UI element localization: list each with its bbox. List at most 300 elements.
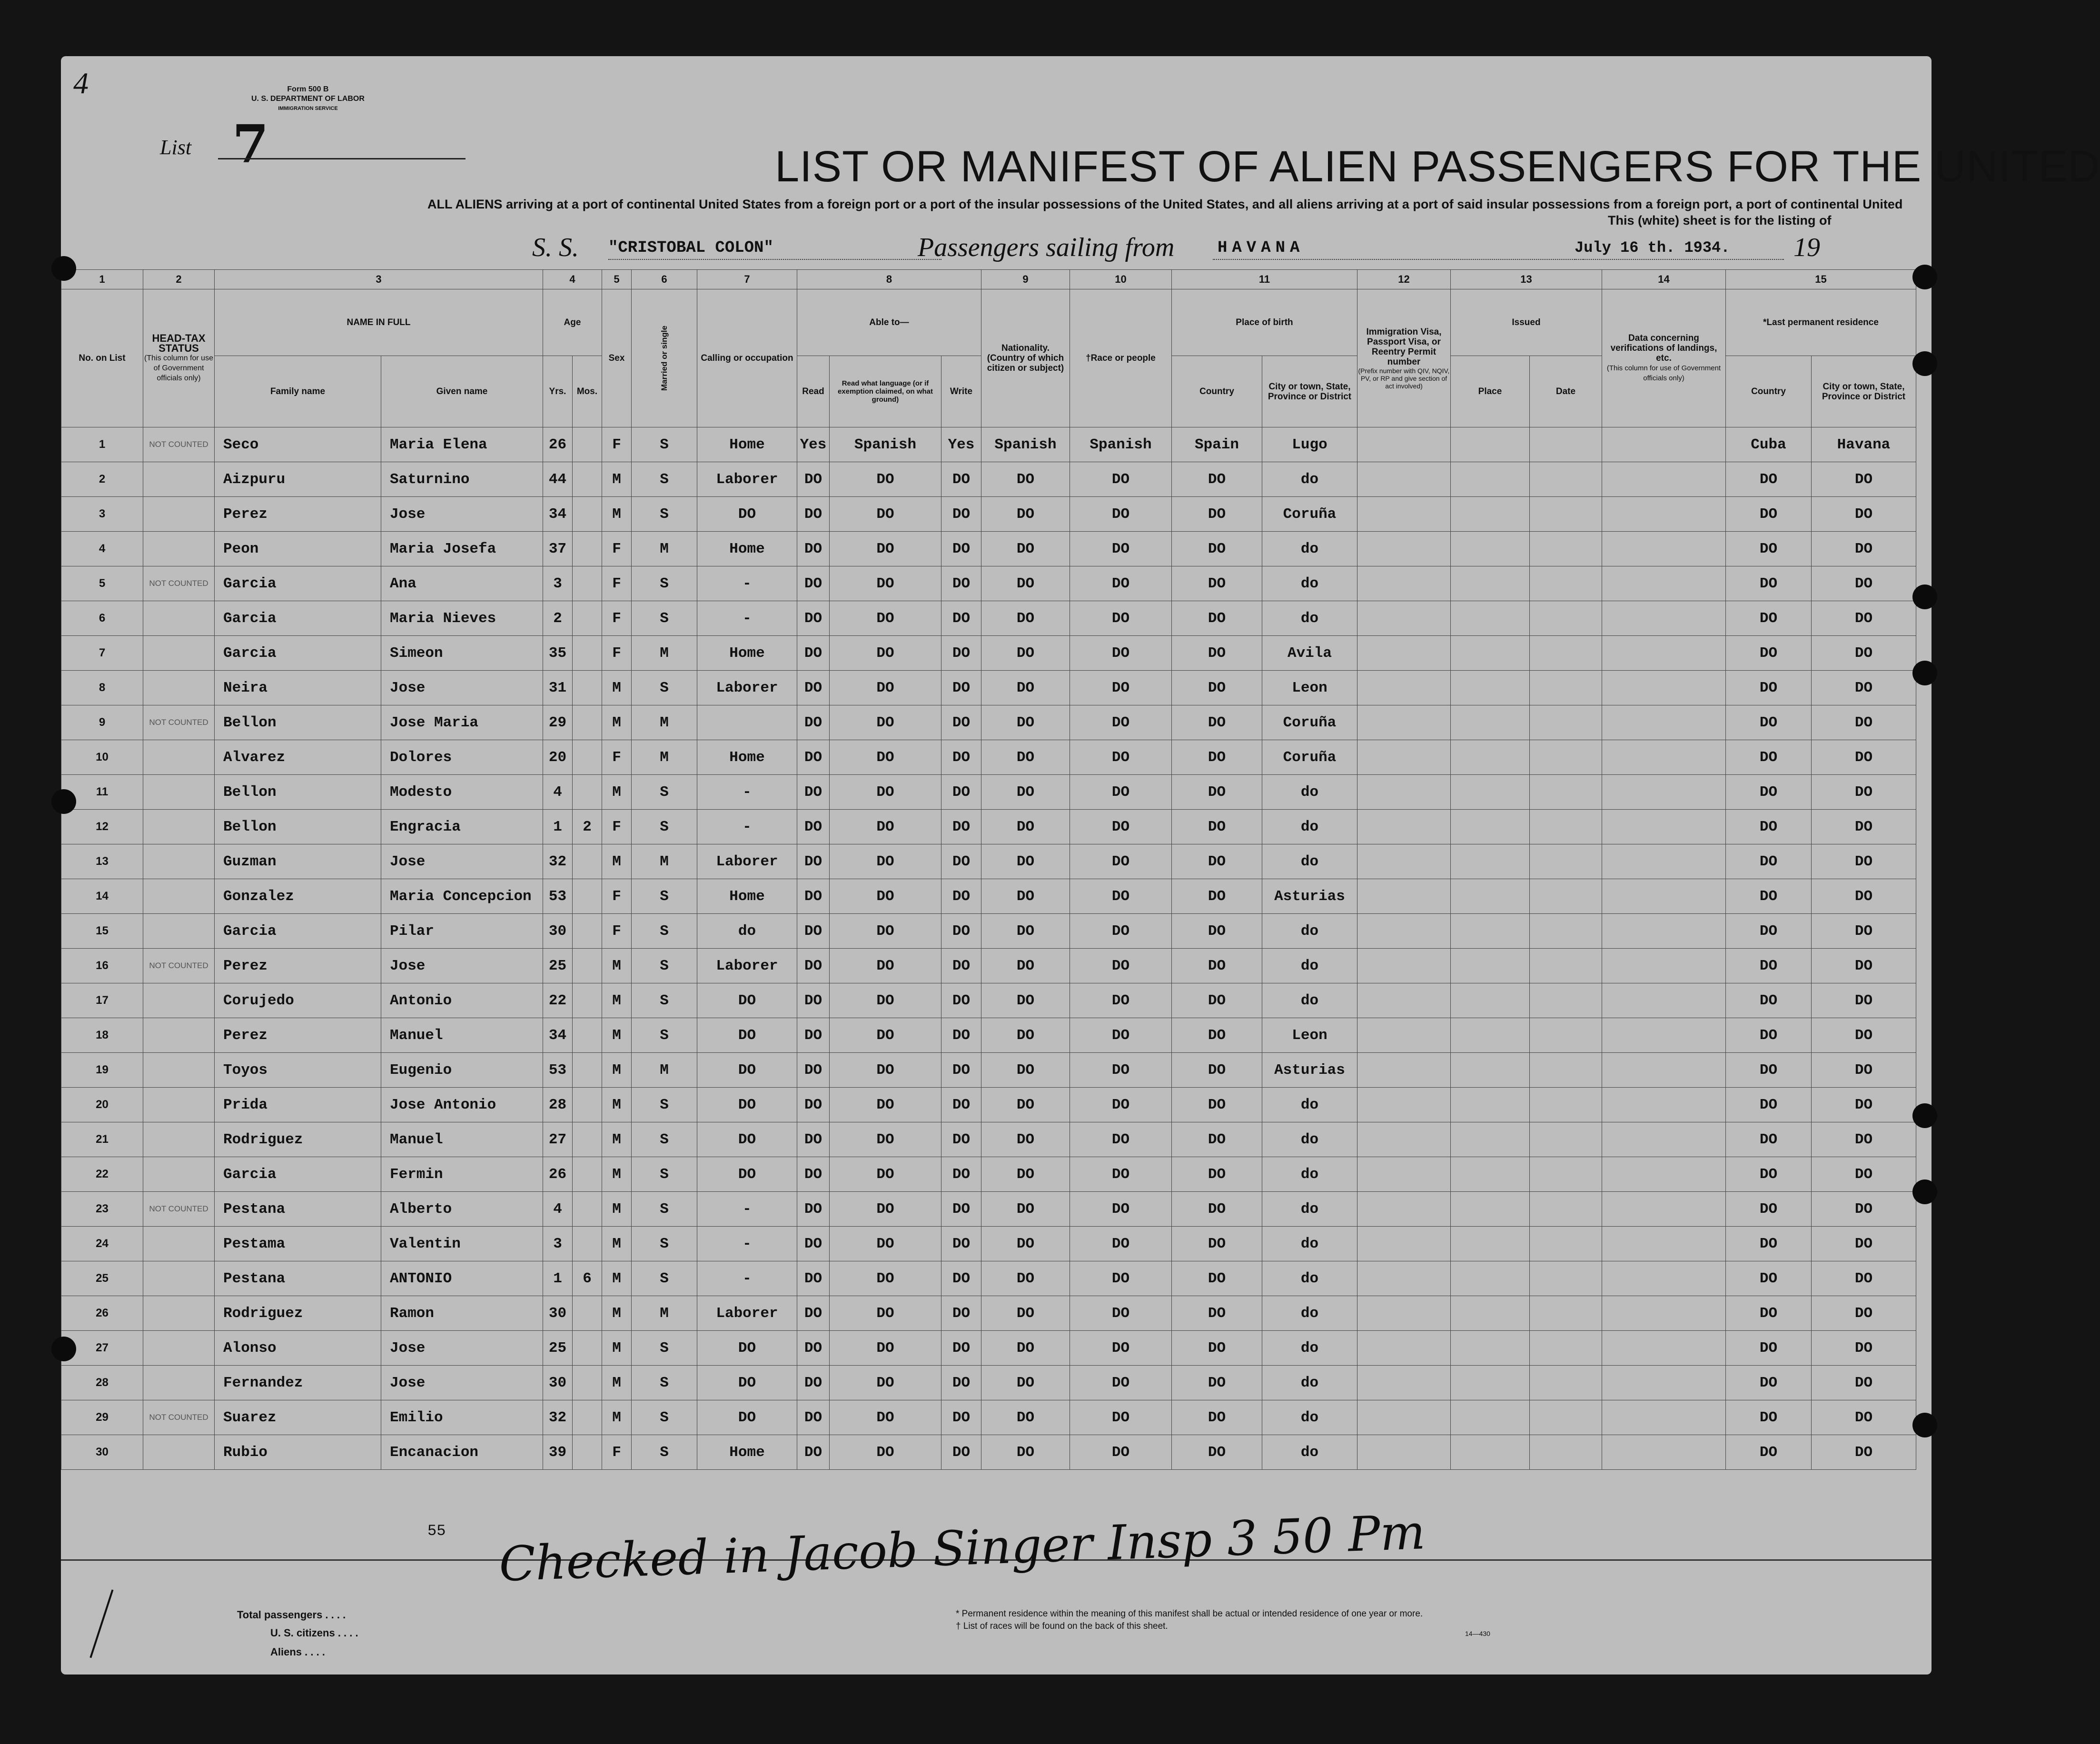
cell-sex: M <box>602 1053 632 1088</box>
cell-ms: S <box>632 671 697 705</box>
cell-race: DO <box>1070 1053 1171 1088</box>
cell-sex: F <box>602 427 632 462</box>
cell-write: DO <box>941 844 981 879</box>
checked-in-signature: Checked in Jacob Singer Insp 3 50 Pm <box>498 1504 1426 1592</box>
able-to-header: Able to— <box>797 289 981 356</box>
cell-empty <box>1602 636 1725 671</box>
cell-race: DO <box>1070 844 1171 879</box>
cell-read: DO <box>797 740 829 775</box>
cell-write: DO <box>941 949 981 983</box>
column-number: 11 <box>1171 270 1357 289</box>
binder-hole <box>1912 1179 1937 1204</box>
cell-empty <box>1602 427 1725 462</box>
cell-write: DO <box>941 1122 981 1157</box>
cell-rcountry: DO <box>1725 1088 1811 1122</box>
column-number: 3 <box>215 270 543 289</box>
cell-empty <box>1357 1261 1450 1296</box>
cell-ms: S <box>632 1088 697 1122</box>
sailing-date: July 16 th. 1934. <box>1575 239 1730 257</box>
cell-nat: DO <box>981 740 1070 775</box>
cell-empty <box>1602 1331 1725 1366</box>
cell-tax <box>143 1331 215 1366</box>
cell-yrs: 26 <box>543 427 573 462</box>
cell-ms: M <box>632 844 697 879</box>
cell-rcity: DO <box>1811 1088 1916 1122</box>
cell-family: Peon <box>215 532 381 566</box>
cell-no: 22 <box>61 1157 143 1192</box>
cell-country: DO <box>1171 1053 1262 1088</box>
cell-yrs: 30 <box>543 1366 573 1400</box>
head-tax-title: HEAD-TAX STATUS <box>152 332 206 354</box>
department-name: U. S. DEPARTMENT OF LABOR <box>251 95 365 103</box>
cell-rcountry: DO <box>1725 636 1811 671</box>
table-row <box>61 914 1916 949</box>
cell-empty <box>1357 810 1450 844</box>
cell-given: Fermin <box>381 1157 543 1192</box>
cell-rcountry: DO <box>1725 1157 1811 1192</box>
table-row <box>61 1261 1916 1296</box>
cell-given: Eugenio <box>381 1053 543 1088</box>
cell-tax <box>143 810 215 844</box>
cell-given: Encanacion <box>381 1435 543 1470</box>
cell-family: Garcia <box>215 1157 381 1192</box>
cell-country: DO <box>1171 497 1262 532</box>
cell-nat: DO <box>981 1122 1070 1157</box>
cell-read: DO <box>797 671 829 705</box>
cell-empty <box>1450 1088 1529 1122</box>
cell-rcountry: DO <box>1725 671 1811 705</box>
cell-city: do <box>1262 1088 1357 1122</box>
cell-country: DO <box>1171 705 1262 740</box>
cell-no: 23 <box>61 1192 143 1227</box>
cell-mos <box>573 1053 602 1088</box>
cell-ms: S <box>632 1122 697 1157</box>
cell-city: do <box>1262 949 1357 983</box>
cell-rcity: DO <box>1811 879 1916 914</box>
cell-race: DO <box>1070 879 1171 914</box>
cell-family: Pestama <box>215 1227 381 1261</box>
table-row <box>61 740 1916 775</box>
cell-race: DO <box>1070 810 1171 844</box>
cell-tax <box>143 462 215 497</box>
cell-rcity: DO <box>1811 1157 1916 1192</box>
cell-mos <box>573 1088 602 1122</box>
cell-write: DO <box>941 705 981 740</box>
mos-header: Mos. <box>573 356 602 427</box>
cell-family: Bellon <box>215 810 381 844</box>
cell-ms: S <box>632 879 697 914</box>
cell-race: DO <box>1070 636 1171 671</box>
cell-rcity: DO <box>1811 1435 1916 1470</box>
cell-tax: NOT COUNTED <box>143 566 215 601</box>
cell-rcity: DO <box>1811 810 1916 844</box>
cell-read: DO <box>797 1400 829 1435</box>
cell-write: DO <box>941 636 981 671</box>
cell-write: DO <box>941 775 981 810</box>
cell-empty <box>1357 1192 1450 1227</box>
cell-rcountry: DO <box>1725 1192 1811 1227</box>
cell-sex: F <box>602 1435 632 1470</box>
cell-tax <box>143 1227 215 1261</box>
table-row <box>61 636 1916 671</box>
cell-rcountry: DO <box>1725 879 1811 914</box>
cell-calling: Home <box>697 532 797 566</box>
cell-lang: DO <box>829 1261 941 1296</box>
cell-lang: DO <box>829 636 941 671</box>
cell-rcity: DO <box>1811 462 1916 497</box>
cell-given: Jose <box>381 671 543 705</box>
cell-nat: DO <box>981 462 1070 497</box>
cell-empty <box>1529 1053 1602 1088</box>
table-row <box>61 1122 1916 1157</box>
place-of-birth-header: Place of birth <box>1171 289 1357 356</box>
cell-read: DO <box>797 1088 829 1122</box>
cell-sex: M <box>602 1261 632 1296</box>
cell-empty <box>1602 1400 1725 1435</box>
cell-read: DO <box>797 1053 829 1088</box>
cell-empty <box>1602 740 1725 775</box>
cell-given: Jose Maria <box>381 705 543 740</box>
cell-empty <box>1602 844 1725 879</box>
cell-ms: M <box>632 740 697 775</box>
cell-ms: M <box>632 636 697 671</box>
year-suffix: 19 <box>1793 233 1820 262</box>
cell-no: 4 <box>61 532 143 566</box>
cell-empty <box>1357 671 1450 705</box>
cell-calling: DO <box>697 1088 797 1122</box>
cell-nat: DO <box>981 1192 1070 1227</box>
cell-rcountry: DO <box>1725 914 1811 949</box>
cell-country: DO <box>1171 1122 1262 1157</box>
cell-read: DO <box>797 914 829 949</box>
passenger-rows <box>61 427 1916 1470</box>
cell-empty <box>1529 532 1602 566</box>
cell-read: Yes <box>797 427 829 462</box>
list-underline <box>218 158 466 159</box>
cell-calling: do <box>697 914 797 949</box>
cell-race: DO <box>1070 1192 1171 1227</box>
cell-calling: DO <box>697 1157 797 1192</box>
cell-tax: NOT COUNTED <box>143 949 215 983</box>
cell-empty <box>1357 1331 1450 1366</box>
cell-yrs: 1 <box>543 810 573 844</box>
cell-tax <box>143 1296 215 1331</box>
cell-empty <box>1357 914 1450 949</box>
cell-mos <box>573 671 602 705</box>
cell-no: 6 <box>61 601 143 636</box>
cell-no: 24 <box>61 1227 143 1261</box>
table-row <box>61 601 1916 636</box>
cell-tax: NOT COUNTED <box>143 1400 215 1435</box>
cell-country: DO <box>1171 1296 1262 1331</box>
cell-empty <box>1602 1366 1725 1400</box>
cell-rcity: DO <box>1811 1261 1916 1296</box>
cell-family: Bellon <box>215 775 381 810</box>
column-number: 7 <box>697 270 797 289</box>
cell-empty <box>1529 1122 1602 1157</box>
cell-calling: DO <box>697 1400 797 1435</box>
cell-tax <box>143 914 215 949</box>
cell-lang: Spanish <box>829 427 941 462</box>
cell-lang: DO <box>829 1157 941 1192</box>
cell-lang: DO <box>829 1331 941 1366</box>
cell-rcity: DO <box>1811 601 1916 636</box>
cell-calling: - <box>697 601 797 636</box>
cell-sex: M <box>602 497 632 532</box>
cell-mos <box>573 636 602 671</box>
cell-lang: DO <box>829 705 941 740</box>
cell-no: 28 <box>61 1366 143 1400</box>
cell-country: DO <box>1171 1400 1262 1435</box>
cell-lang: DO <box>829 914 941 949</box>
cell-city: do <box>1262 914 1357 949</box>
cell-nat: DO <box>981 497 1070 532</box>
cell-read: DO <box>797 1018 829 1053</box>
cell-no: 21 <box>61 1122 143 1157</box>
nationality-header: Nationality. (Country of which citizen or subject) <box>981 289 1070 427</box>
cell-yrs: 25 <box>543 1331 573 1366</box>
cell-write: DO <box>941 497 981 532</box>
yrs-header: Yrs. <box>543 356 573 427</box>
cell-lang: DO <box>829 1122 941 1157</box>
cell-nat: DO <box>981 914 1070 949</box>
cell-empty <box>1357 636 1450 671</box>
cell-no: 14 <box>61 879 143 914</box>
ship-name: "CRISTOBAL COLON" <box>608 239 773 257</box>
cell-ms: S <box>632 1227 697 1261</box>
cell-race: DO <box>1070 1227 1171 1261</box>
cell-lang: DO <box>829 671 941 705</box>
cell-read: DO <box>797 1261 829 1296</box>
cell-race: DO <box>1070 705 1171 740</box>
visa-title: Immigration Visa, Passport Visa, or Reentry Permit number <box>1366 327 1442 367</box>
column-number: 2 <box>143 270 215 289</box>
cell-ms: S <box>632 775 697 810</box>
cell-ms: M <box>632 532 697 566</box>
cell-rcity: DO <box>1811 949 1916 983</box>
cell-calling: DO <box>697 1366 797 1400</box>
binder-hole <box>51 256 76 281</box>
cell-city: do <box>1262 532 1357 566</box>
cell-mos <box>573 1122 602 1157</box>
column-number: 5 <box>602 270 632 289</box>
cell-calling: DO <box>697 1018 797 1053</box>
cell-rcity: DO <box>1811 914 1916 949</box>
cell-nat: DO <box>981 879 1070 914</box>
cell-lang: DO <box>829 844 941 879</box>
cell-empty <box>1450 740 1529 775</box>
cell-country: DO <box>1171 1435 1262 1470</box>
cell-tax <box>143 671 215 705</box>
cell-city: do <box>1262 601 1357 636</box>
cell-empty <box>1357 497 1450 532</box>
cell-mos <box>573 427 602 462</box>
cell-nat: DO <box>981 1435 1070 1470</box>
cell-sex: M <box>602 1331 632 1366</box>
cell-rcity: Havana <box>1811 427 1916 462</box>
cell-read: DO <box>797 810 829 844</box>
cell-yrs: 25 <box>543 949 573 983</box>
cell-mos <box>573 532 602 566</box>
cell-empty <box>1357 1088 1450 1122</box>
cell-write: DO <box>941 1435 981 1470</box>
cell-family: Prida <box>215 1088 381 1122</box>
cell-read: DO <box>797 1157 829 1192</box>
cell-rcountry: DO <box>1725 1227 1811 1261</box>
cell-no: 30 <box>61 1435 143 1470</box>
cell-empty <box>1357 532 1450 566</box>
cell-given: Valentin <box>381 1227 543 1261</box>
cell-read: DO <box>797 636 829 671</box>
table-row <box>61 532 1916 566</box>
cell-family: Garcia <box>215 636 381 671</box>
cell-rcountry: DO <box>1725 705 1811 740</box>
cell-lang: DO <box>829 775 941 810</box>
cell-race: DO <box>1070 1018 1171 1053</box>
cell-read: DO <box>797 1192 829 1227</box>
cell-write: DO <box>941 1331 981 1366</box>
cell-mos <box>573 1157 602 1192</box>
cell-empty <box>1529 705 1602 740</box>
cell-family: Rodriguez <box>215 1296 381 1331</box>
cell-empty <box>1357 1435 1450 1470</box>
cell-empty <box>1529 1261 1602 1296</box>
cell-calling: Home <box>697 1435 797 1470</box>
cell-empty <box>1529 566 1602 601</box>
cell-empty <box>1529 879 1602 914</box>
cell-empty <box>1602 1122 1725 1157</box>
cell-mos <box>573 462 602 497</box>
cell-calling: Laborer <box>697 1296 797 1331</box>
count-mark: 55 <box>427 1522 446 1540</box>
cell-country: DO <box>1171 775 1262 810</box>
cell-country: DO <box>1171 844 1262 879</box>
list-number: 7 <box>232 113 269 175</box>
residence-country-header: Country <box>1725 356 1811 427</box>
cell-calling: DO <box>697 1331 797 1366</box>
cell-rcountry: DO <box>1725 1435 1811 1470</box>
cell-empty <box>1450 1018 1529 1053</box>
cell-race: DO <box>1070 1261 1171 1296</box>
cell-empty <box>1450 671 1529 705</box>
cell-empty <box>1602 462 1725 497</box>
cell-yrs: 53 <box>543 1053 573 1088</box>
cell-write: DO <box>941 1400 981 1435</box>
cell-country: DO <box>1171 671 1262 705</box>
cell-sex: M <box>602 1227 632 1261</box>
cell-read: DO <box>797 566 829 601</box>
cell-family: Garcia <box>215 601 381 636</box>
cell-yrs: 37 <box>543 532 573 566</box>
cell-family: Gonzalez <box>215 879 381 914</box>
total-passengers-label: Total passengers . . . . <box>237 1609 346 1621</box>
cell-tax <box>143 844 215 879</box>
cell-nat: Spanish <box>981 427 1070 462</box>
cell-ms: S <box>632 1261 697 1296</box>
cell-rcity: DO <box>1811 1400 1916 1435</box>
cell-sex: M <box>602 1122 632 1157</box>
manifest-sheet <box>61 56 2100 1675</box>
cell-sex: F <box>602 914 632 949</box>
cell-mos: 2 <box>573 810 602 844</box>
cell-city: Asturias <box>1262 879 1357 914</box>
column-number: 12 <box>1357 270 1450 289</box>
cell-empty <box>1529 671 1602 705</box>
cell-no: 5 <box>61 566 143 601</box>
sailing-label: Passengers sailing from <box>918 233 1175 262</box>
cell-given: Jose <box>381 1331 543 1366</box>
family-name-header: Family name <box>215 356 381 427</box>
cell-ms: S <box>632 914 697 949</box>
cell-city: do <box>1262 1331 1357 1366</box>
birth-city-header: City or town, State, Province or District <box>1262 356 1357 427</box>
cell-rcountry: DO <box>1725 983 1811 1018</box>
cell-write: DO <box>941 1192 981 1227</box>
cell-mos <box>573 914 602 949</box>
cell-race: DO <box>1070 1331 1171 1366</box>
cell-ms: S <box>632 1435 697 1470</box>
cell-given: Manuel <box>381 1122 543 1157</box>
cell-empty <box>1602 1435 1725 1470</box>
cell-rcountry: DO <box>1725 810 1811 844</box>
cell-given: Pilar <box>381 914 543 949</box>
cell-sex: M <box>602 1366 632 1400</box>
cell-rcity: DO <box>1811 1366 1916 1400</box>
cell-tax <box>143 879 215 914</box>
cell-family: Garcia <box>215 566 381 601</box>
cell-country: DO <box>1171 1088 1262 1122</box>
cell-empty <box>1529 462 1602 497</box>
form-code: 14—430 <box>1465 1630 1490 1637</box>
read-language-header: Read what language (or if exemption claimed, on what ground) <box>829 356 941 427</box>
cell-empty <box>1602 1192 1725 1227</box>
cell-country: DO <box>1171 879 1262 914</box>
cell-empty <box>1450 879 1529 914</box>
cell-yrs: 20 <box>543 740 573 775</box>
cell-read: DO <box>797 1122 829 1157</box>
cell-country: DO <box>1171 914 1262 949</box>
cell-city: do <box>1262 1435 1357 1470</box>
cell-rcity: DO <box>1811 1192 1916 1227</box>
table-row <box>61 1053 1916 1088</box>
cell-mos <box>573 1366 602 1400</box>
cell-nat: DO <box>981 705 1070 740</box>
cell-empty <box>1529 844 1602 879</box>
cell-ms: S <box>632 1400 697 1435</box>
cell-race: DO <box>1070 497 1171 532</box>
cell-write: DO <box>941 1296 981 1331</box>
ss-label: S. S. <box>532 233 579 262</box>
cell-family: Alonso <box>215 1331 381 1366</box>
cell-calling: DO <box>697 1122 797 1157</box>
cell-read: DO <box>797 1366 829 1400</box>
residence-city-header: City or town, State, Province or District <box>1811 356 1916 427</box>
cell-no: 8 <box>61 671 143 705</box>
write-header: Write <box>941 356 981 427</box>
cell-empty <box>1602 1261 1725 1296</box>
manifest-table <box>61 269 1916 1470</box>
cell-city: do <box>1262 1227 1357 1261</box>
table-row <box>61 705 1916 740</box>
cell-race: DO <box>1070 601 1171 636</box>
table-row <box>61 1192 1916 1227</box>
cell-country: DO <box>1171 1157 1262 1192</box>
cell-no: 10 <box>61 740 143 775</box>
cell-empty <box>1450 1400 1529 1435</box>
cell-family: Guzman <box>215 844 381 879</box>
cell-yrs: 32 <box>543 844 573 879</box>
cell-lang: DO <box>829 1366 941 1400</box>
